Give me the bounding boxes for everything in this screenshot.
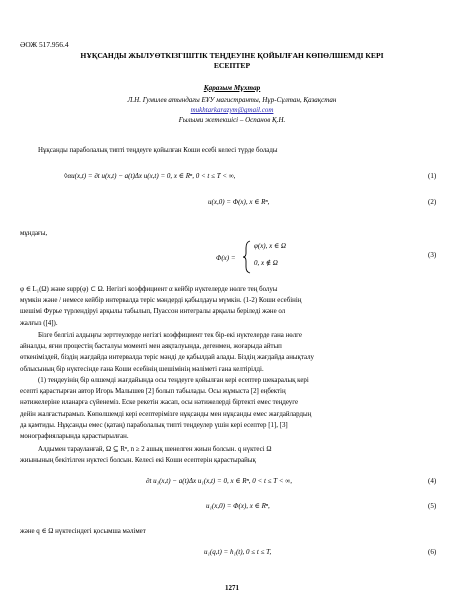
- equation-3-number: (3): [428, 251, 437, 259]
- paragraph-2-line: өткеніміздей, біздің жағдайда интервалда теріс мәнді де қабылдай алады. Біздің жағдайда анықталу: [20, 354, 314, 362]
- equation-3-brace: [242, 240, 252, 274]
- equation-6-number: (6): [428, 548, 437, 556]
- equation-3-lhs: Φ(x) =: [216, 254, 236, 262]
- equation-4-number: (4): [428, 477, 437, 485]
- paragraph-3-line: нәтижелеріне иланарға сүйенеміз. Еске рекетін жасап, осы нәтижелерді біртекті емес теңдеуге: [20, 399, 299, 407]
- udc-code: ӘОЖ 517.956.4: [20, 40, 69, 49]
- equation-5: u₁(x,0) = Φ(x), x ∈ Rⁿ,: [206, 502, 270, 510]
- equation-1-number: (1): [428, 172, 437, 180]
- paragraph-3-line: дейін жалғастырамыз. Көпөлшемді кері есептерімізге нұқсанды мен нұқсанды емес жағдайлардың: [20, 410, 312, 418]
- paragraph-3-line: да қамтиды. Нұқсанды емес (қатаң) параболалық типті теңдеулер үшін кері есептер [1], [3]: [20, 421, 288, 429]
- paragraph-2-line: облысының бір нүктесінде ғана Коши есебінің шешімінің мәліметі ғана келтірілді.: [20, 365, 264, 373]
- author-name: Қаразым Мұхтар: [203, 84, 261, 92]
- equation-2-number: (2): [428, 198, 437, 206]
- page-number: 1271: [225, 584, 239, 592]
- paragraph-1-line: шешімі Фурье түрлендіруі арқылы табылып, Пуассон интегралы арқылы беріледі және ол: [20, 308, 286, 316]
- paper-title-line-1: НҰҚСАНДЫ ЖЫЛУӨТКІЗГІШТІК ТЕҢДЕУІНЕ ҚОЙЫЛҒАН КӨПӨЛШЕМДІ КЕРІ: [80, 51, 384, 60]
- paragraph-2: [20, 330, 444, 375]
- paragraph-3-line: есепті қарастырған автор Игорь Малышев [2] болып табылады. Осы жұмыста [2] еңбектің: [20, 388, 286, 396]
- author-email-link[interactable]: mukhtarkarazym@gmail.com: [190, 106, 274, 114]
- paragraph-1-line: жалғыз ([4]).: [20, 319, 58, 327]
- intro-sentence: Нұқсанды параболалық типті теңдеуге қойылған Коши есебі келесі түрде болады: [38, 147, 278, 154]
- author-affiliation: Л.Н. Гумилев атындағы ЕҰУ магистранты, Нұр-Сұлтан, Қазақстан: [127, 96, 337, 104]
- paragraph-3: [20, 375, 444, 442]
- equation-3-case-1: φ(x), x ∈ Ω: [254, 242, 286, 250]
- paragraph-3-line: (1) теңдеуінің бір өлшемді жағдайында осы теңдеуге қойылған кері есептер шекаралық кері: [38, 377, 309, 384]
- paragraph-2-line: айналды, яғни процестің басталуы моменті мен аяқталуында, дегенмен, жоғарыда айтып: [20, 343, 282, 351]
- supervisor-line: Ғылыми жетекшісі – Оспанов Қ.Н.: [178, 116, 286, 124]
- paragraph-1: [20, 284, 444, 329]
- paragraph-3-line: монографияларында қарастырылған.: [20, 433, 129, 441]
- equation-4: ∂t u₁(x,t) − a(t)Δx u₁(x,t) = 0, x ∈ Rⁿ, 0 < t ≤ T < ∞,: [146, 477, 292, 485]
- equation-1: ◊αu(x,t) = ∂t u(x,t) − a(t)Δx u(x,t) = 0, x ∈ Rⁿ, 0 < t ≤ T < ∞,: [64, 172, 236, 180]
- equation-3-case-2: 0, x ∉ Ω: [254, 259, 278, 267]
- equation-6: u₁(q,t) = h₁(t), 0 ≤ t ≤ T,: [204, 548, 272, 556]
- paragraph-1-line: φ ∈ L₁(Ω) және supp(φ) ⊂ Ω. Негізгі коэффициент α кейбір нүктелерде нөлге тең болуы: [20, 286, 278, 293]
- paragraph-2-line: Бізге белгілі алдыңғы зерттеулерде негізгі коэффициент тек бір-екі нүктелерде ғана нөлге: [38, 332, 302, 339]
- equation-5-number: (5): [428, 502, 437, 510]
- paragraph-4: [20, 444, 444, 466]
- paragraph-1-line: мүмкін және / немесе кейбір интервалда теріс мәндерді қабылдауы мүмкін. (1-2) Коши есебінің: [20, 297, 302, 305]
- paragraph-5: және q ∈ Ω нүктесіндегі қосымша мәлімет: [20, 528, 146, 535]
- paragraph-4-line: жиынының бекітілген нүктесі болсын. Келесі екі Коши есептерін қарастырайық: [20, 457, 256, 465]
- equation-2: u(x,0) = Φ(x), x ∈ Rⁿ,: [208, 198, 270, 206]
- where-label: мұндағы,: [20, 230, 48, 237]
- paragraph-4-line: Алдымен тарауланғай, Ω ⊆ Rⁿ, n ≥ 2 ашық шенелген жиын болсын. q нүктесі Ω: [38, 446, 272, 453]
- paper-title-line-2: ЕСЕПТЕР: [213, 61, 251, 70]
